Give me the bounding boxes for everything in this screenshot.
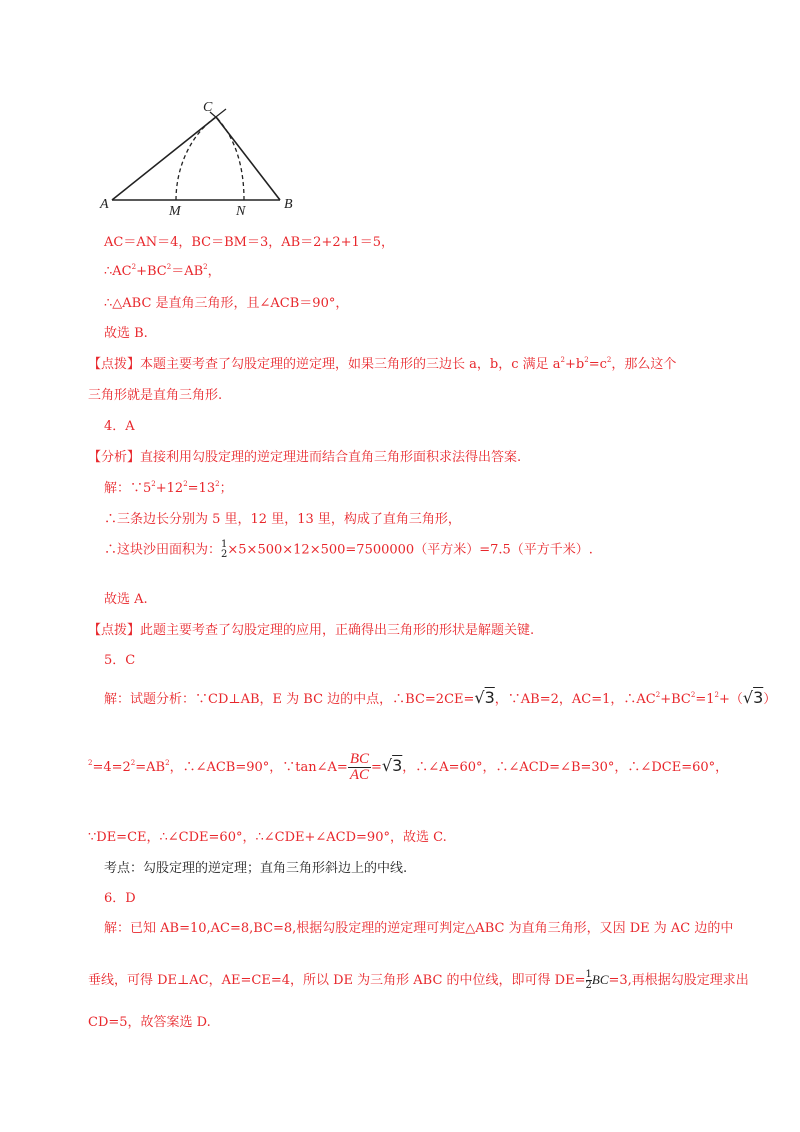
label-m: M bbox=[169, 204, 181, 219]
line-tip-3-cont: 三角形就是直角三角形. bbox=[88, 388, 223, 403]
arc-from-a bbox=[216, 117, 244, 200]
sqrt-3: √3 bbox=[474, 688, 495, 707]
line-right-triangle: ∴△ABC 是直角三角形，且∠ACB＝90°， bbox=[104, 296, 349, 311]
line-tip-4: 【点拨】此题主要考查了勾股定理的应用，正确得出三角形的形状是解题关键. bbox=[88, 623, 535, 638]
line-solution-6-end: CD=5，故答案选 D. bbox=[88, 1015, 211, 1030]
line-knowledge-point: 考点：勾股定理的逆定理；直角三角形斜边上的中线. bbox=[104, 861, 408, 876]
sqrt-3: √3 bbox=[742, 688, 764, 707]
question-5-header: 5．C bbox=[104, 653, 136, 668]
line-solution-5: 解：试题分析：∵CD⊥AB，E 为 BC 边的中点，∴BC=2CE=√3，∵AB=2，AC=1，$\therefore AC^2+BC^2=1^2+(√3)$ bbox=[104, 688, 777, 707]
line-answer-b: 故选 B. bbox=[104, 326, 148, 341]
question-4-header: 4．A bbox=[104, 419, 135, 434]
label-b: B bbox=[284, 197, 293, 212]
label-c: C bbox=[203, 100, 213, 115]
line-solution-6-cont: 垂线，可得 DE⊥AC，AE=CE=4，所以 DE 为三角形 ABC 的中位线，即可得 DE= $\frac{1}{2}$ BC=3,再根据勾股定理求出 bbox=[88, 969, 749, 991]
line-area: ∴这块沙田面积为： 1 2 ×5×500×12×500=7500000（平方米）=7.5（平方千米）. bbox=[104, 539, 593, 560]
line-answer-a: 故选 A. bbox=[104, 592, 148, 607]
line-pythagoras-sum: $\therefore AC^2+BC^2=AB^2$， bbox=[104, 263, 221, 279]
line-side-lengths: AC＝AN＝4，BC＝BM＝3，AB＝2+2+1＝5， bbox=[104, 235, 395, 250]
label-n: N bbox=[236, 204, 246, 219]
question-6-header: 6．D bbox=[104, 891, 136, 906]
sqrt-3: √3 bbox=[381, 756, 403, 775]
line-solution-4: 解：$\because 5^2+12^2=13^2$； bbox=[104, 480, 233, 496]
line-solution-5-angles: $^2=4=2^2=AB^2$，∴∠ACB=90°，∵tan∠A= $\frac{BC}{AC}$ =√3，∴∠A=60°，∴∠ACD=∠B=30°，∴∠DCE=60°， bbox=[88, 751, 729, 783]
triangle-figure bbox=[0, 0, 800, 230]
side-ac bbox=[112, 117, 216, 200]
line-three-sides: ∴三条边长分别为 5 里，12 里，13 里，构成了直角三角形， bbox=[104, 512, 461, 527]
line-solution-5-end: ∵DE=CE，∴∠CDE=60°，∴∠CDE+∠ACD=90°，故选 C. bbox=[88, 830, 447, 845]
label-a: A bbox=[100, 197, 109, 212]
line-solution-6: 解：已知 AB=10,AC=8,BC=8,根据勾股定理的逆定理可判定△ABC 为直角三角形，又因 DE 为 AC 边的中 bbox=[104, 921, 734, 936]
line-tip-3: 【点拨】本题主要考查了勾股定理的逆定理，如果三角形的三边长 a，b，c 满足 $a^2+b^2=c^2$，那么这个 bbox=[88, 356, 677, 372]
line-analysis-4: 【分析】直接利用勾股定理的逆定理进而结合直角三角形面积求法得出答案. bbox=[88, 450, 522, 465]
arc-from-b bbox=[176, 117, 216, 200]
arc-tick-right bbox=[212, 109, 226, 120]
